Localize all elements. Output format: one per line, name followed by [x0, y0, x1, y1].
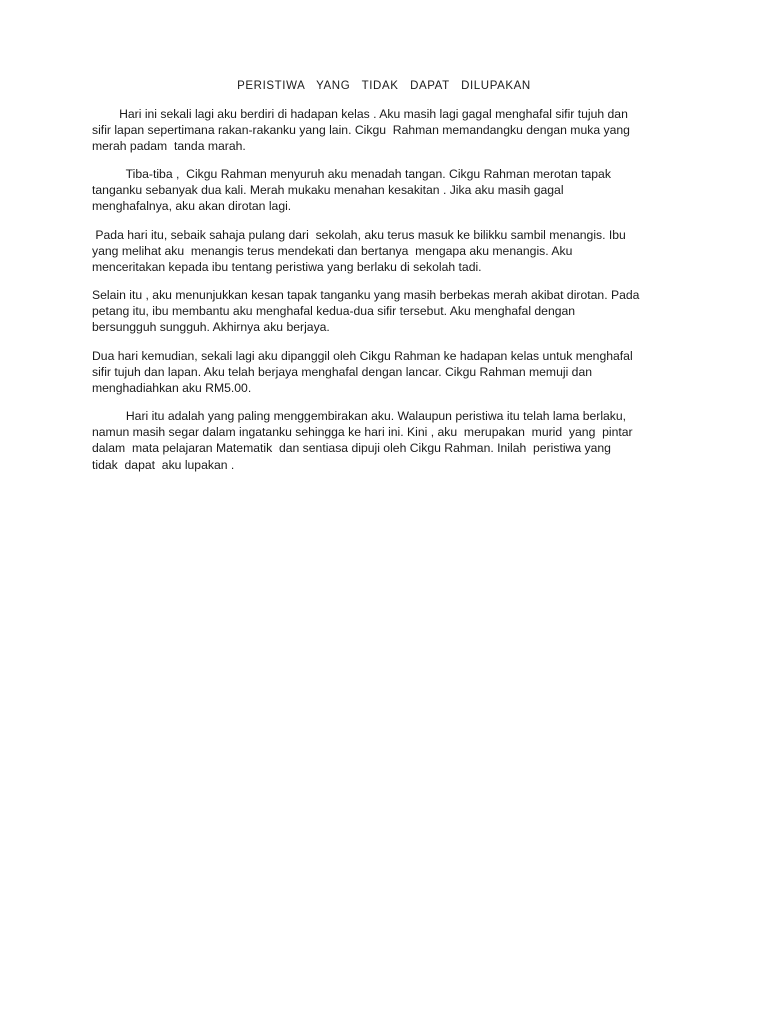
paragraph-line: dalam mata pelajaran Matematik dan sentiasa dipuji oleh Cikgu Rahman. Inilah peristiwa yang [92, 441, 611, 456]
paragraph-line: Hari itu adalah yang paling menggembirakan aku. Walaupun peristiwa itu telah lama berlaku, [92, 409, 627, 423]
paragraph-1 [92, 106, 692, 155]
paragraph-line: tanganku sebanyak dua kali. Merah mukaku menahan kesakitan . Jika aku masih gagal [92, 183, 564, 198]
paragraph-line: Hari ini sekali lagi aku berdiri di hadapan kelas . Aku masih lagi gagal menghafal sifir tujuh dan [92, 107, 628, 121]
paragraph-2 [92, 166, 692, 215]
paragraph-line: merah padam tanda marah. [92, 139, 246, 154]
paragraph-6 [92, 408, 692, 473]
paragraph-line: sifir tujuh dan lapan. Aku telah berjaya menghafal dengan lancar. Cikgu Rahman memuji dan [92, 365, 592, 380]
paragraph-line: sifir lapan sepertimana rakan-rakanku yang lain. Cikgu Rahman memandangku dengan muka yang [92, 123, 630, 138]
paragraph-line: bersungguh sungguh. Akhirnya aku berjaya. [92, 320, 330, 335]
paragraph-line: tidak dapat aku lupakan . [92, 457, 235, 472]
paragraph-5 [92, 348, 692, 397]
paragraph-4 [92, 287, 692, 336]
paragraph-3 [92, 227, 692, 276]
paragraph-line: Tiba-tiba , Cikgu Rahman menyuruh aku menadah tangan. Cikgu Rahman merotan tapak [92, 167, 611, 181]
paragraph-line: Pada hari itu, sebaik sahaja pulang dari sekolah, aku terus masuk ke bilikku sambil menangis. Ibu [92, 228, 626, 242]
paragraph-line: menceritakan kepada ibu tentang peristiwa yang berlaku di sekolah tadi. [92, 260, 482, 275]
paragraph-line: yang melihat aku menangis terus mendekati dan bertanya mengapa aku menangis. Aku [92, 244, 573, 259]
paragraph-line: petang itu, ibu membantu aku menghafal kedua-dua sifir tersebut. Aku menghafal dengan [92, 304, 576, 319]
paragraph-line: Selain itu , aku menunjukkan kesan tapak tanganku yang masih berbekas merah akibat dirotan. Pada [92, 288, 640, 302]
paragraph-line: menghadiahkan aku RM5.00. [92, 381, 252, 396]
paragraph-line: Dua hari kemudian, sekali lagi aku dipanggil oleh Cikgu Rahman ke hadapan kelas untuk menghafal [92, 349, 633, 363]
paragraph-line: menghafalnya, aku akan dirotan lagi. [92, 199, 292, 214]
paragraph-line: namun masih segar dalam ingatanku sehingga ke hari ini. Kini , aku merupakan murid yang pintar [92, 425, 633, 440]
document-title: PERISTIWA YANG TIDAK DAPAT DILUPAKAN [237, 80, 531, 92]
